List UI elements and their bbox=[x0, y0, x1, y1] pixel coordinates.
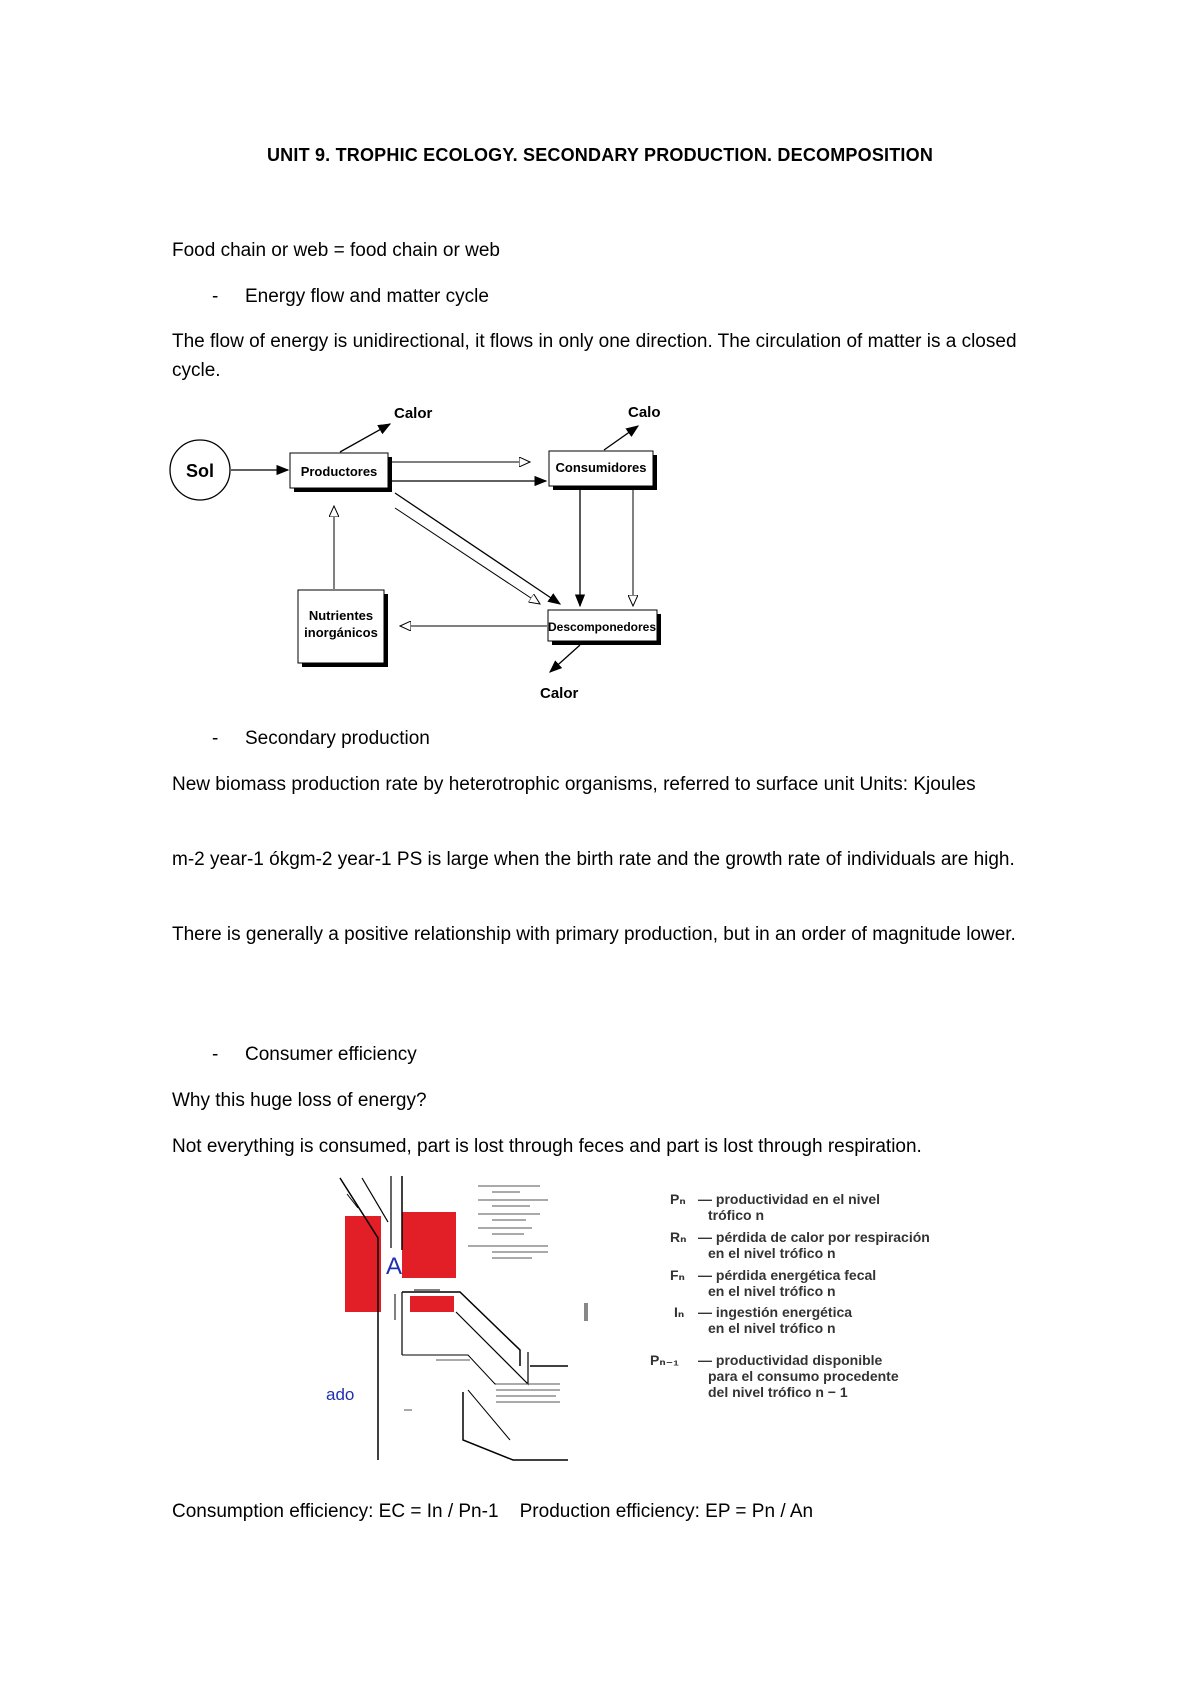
legend-symbol: Pₙ₋₁ bbox=[650, 1352, 679, 1368]
legend-line-3: del nivel trófico n − 1 bbox=[708, 1384, 848, 1400]
red-block-small bbox=[410, 1296, 454, 1312]
letter-a: A bbox=[386, 1253, 403, 1280]
legend-line-2: en el nivel trófico n bbox=[708, 1245, 836, 1261]
ado-label: ado bbox=[326, 1385, 355, 1404]
bullet-energy-flow bbox=[172, 282, 1042, 311]
legend-item-pn-1 bbox=[650, 1352, 899, 1400]
legend-item-rn bbox=[670, 1229, 930, 1261]
bullet-text: Secondary production bbox=[245, 728, 430, 749]
legend-line-2: en el nivel trófico n bbox=[708, 1320, 836, 1336]
bullet-dash: - bbox=[212, 286, 219, 307]
paragraph-answer: Not everything is consumed, part is lost through feces and part is lost through respiration. bbox=[172, 1136, 922, 1157]
legend-symbol: Iₙ bbox=[674, 1304, 685, 1320]
arrow-productores-calor bbox=[340, 424, 390, 452]
gray-mark bbox=[584, 1303, 588, 1321]
bullet-secondary-production bbox=[172, 724, 1042, 753]
arrow-productores-descomp-filled bbox=[395, 493, 560, 604]
page-title: UNIT 9. TROPHIC ECOLOGY. SECONDARY PRODUCTION. DECOMPOSITION bbox=[266, 145, 934, 165]
legend-item-in bbox=[674, 1304, 852, 1336]
legend-symbol: Rₙ bbox=[670, 1229, 687, 1245]
legend-item-fn bbox=[670, 1267, 876, 1299]
nutrientes-label-1: Nutrientes bbox=[308, 608, 374, 623]
paragraph-energy: The flow of energy is unidirectional, it flows in only one direction. The circulation of matter is a closed cycle. bbox=[172, 331, 1017, 381]
red-block-left bbox=[345, 1216, 381, 1312]
legend-line-2: trófico n bbox=[708, 1207, 764, 1223]
legend-line-1: — pérdida de calor por respiración bbox=[698, 1229, 930, 1245]
consumer-efficiency-diagram bbox=[0, 1170, 1200, 1470]
intro-line: Food chain or web = food chain or web bbox=[172, 240, 500, 261]
sol-label: Sol bbox=[185, 461, 215, 481]
paragraph-units: m-2 year-1 ókgm-2 year-1 PS is large when the birth rate and the growth rate of individuals are high. bbox=[172, 849, 1015, 870]
bullet-consumer-efficiency bbox=[172, 1040, 1042, 1069]
nutrientes-label-2: inorgánicos bbox=[304, 625, 378, 640]
arrow-consumidores-calor bbox=[604, 426, 638, 450]
arrow-descomp-calor bbox=[550, 645, 580, 672]
paragraph-question: Why this huge loss of energy? bbox=[172, 1090, 427, 1111]
legend-line-1: — productividad en el nivel bbox=[698, 1191, 881, 1207]
legend-symbol: Fₙ bbox=[670, 1267, 685, 1283]
bullet-text: Energy flow and matter cycle bbox=[245, 286, 489, 307]
bullet-text: Consumer efficiency bbox=[245, 1044, 417, 1065]
legend-line-2: para el consumo procedente bbox=[708, 1368, 899, 1384]
bullet-dash: - bbox=[212, 1044, 219, 1065]
calor-label-1: Calor bbox=[394, 405, 433, 422]
legend-line-1: — pérdida energética fecal bbox=[698, 1267, 877, 1283]
arrow-productores-descomp-open bbox=[395, 508, 540, 604]
legend-line-2: en el nivel trófico n bbox=[708, 1283, 836, 1299]
legend-line-1: — ingestión energética bbox=[698, 1304, 853, 1320]
consumidores-label: Consumidores bbox=[555, 460, 647, 475]
descomponedores-label: Descomponedores bbox=[547, 620, 657, 634]
red-block-right bbox=[402, 1212, 456, 1278]
legend-line-1: — productividad disponible bbox=[698, 1352, 883, 1368]
productores-label: Productores bbox=[300, 464, 378, 479]
legend-item-pn bbox=[670, 1191, 880, 1223]
bullet-dash: - bbox=[212, 728, 219, 749]
calor-label-2: Calo bbox=[628, 404, 661, 421]
channel-diagonal-2 bbox=[402, 1355, 510, 1384]
paragraph-relationship: There is generally a positive relationship with primary production, but in an order of magnitude lower. bbox=[172, 924, 1016, 945]
channel-arrow-down bbox=[468, 1390, 510, 1440]
calor-label-3: Calor bbox=[540, 685, 579, 702]
energy-flow-diagram bbox=[0, 390, 1200, 710]
paragraph-biomass: New biomass production rate by heterotrophic organisms, referred to surface unit Units: Kjoules bbox=[172, 774, 976, 795]
channel-top bbox=[362, 1178, 388, 1222]
efficiency-formula: Consumption efficiency: EC = In / Pn-1 Production efficiency: EP = Pn / An bbox=[172, 1501, 814, 1522]
legend-symbol: Pₙ bbox=[670, 1191, 686, 1207]
mini-arrow-1 bbox=[347, 1194, 358, 1208]
